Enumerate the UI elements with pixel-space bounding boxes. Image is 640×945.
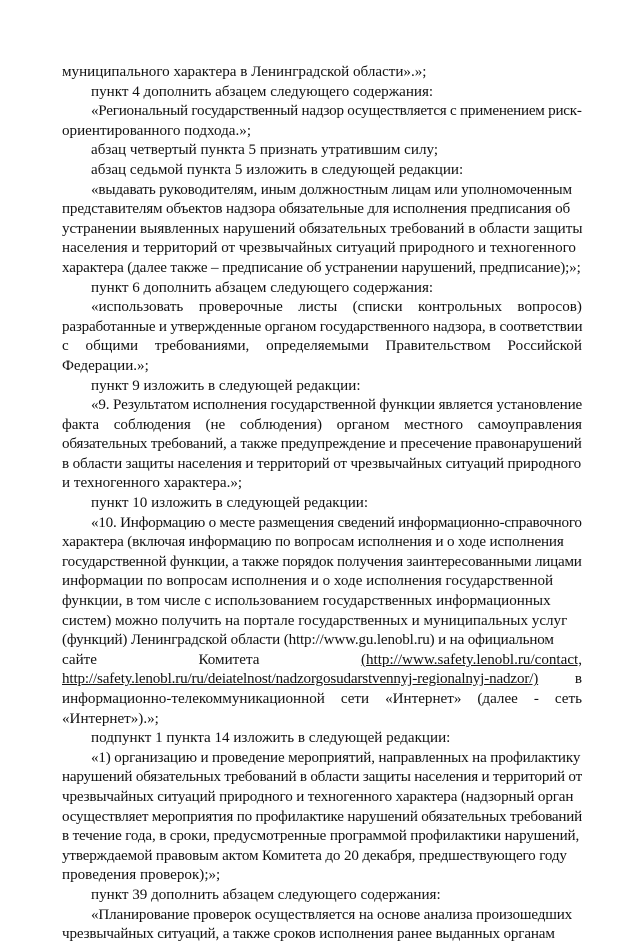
word: сайте (62, 651, 97, 668)
word: сеть (554, 691, 582, 707)
text-line: разработанные и утвержденные органом государственного надзора, в соответствии (62, 318, 583, 335)
text-line: представителям объектов надзора обязательные для исполнения предписания об (62, 201, 571, 218)
text-line: «9. Результатом исполнения государственной функции является установление (91, 397, 583, 414)
word: с (62, 338, 69, 355)
word: Правительством (385, 338, 491, 355)
text-line-justified (62, 416, 582, 436)
word: «использовать (91, 299, 184, 316)
text-line-justified (62, 651, 582, 671)
text-line: пункт 4 дополнить абзацем следующего содержания: (91, 83, 434, 100)
text-line-justified (62, 670, 582, 690)
text-line: пункт 9 изложить в следующей редакции: (91, 377, 361, 394)
word: органом (336, 416, 390, 433)
word: факта (62, 416, 100, 433)
word: Комитета (198, 651, 260, 668)
word: (списки (352, 299, 403, 316)
text-line: характера (далее также – предписание об устранении нарушений, предписание);»; (62, 259, 581, 276)
text-line: систем) можно получить на портале государственных и муниципальных услуг (62, 612, 568, 629)
text-line: «Региональный государственный надзор осуществляется с применением риск- (91, 103, 582, 120)
word: в (574, 671, 582, 688)
word: требованиями, (154, 338, 250, 355)
text-line: пункт 6 дополнить абзацем следующего содержания: (91, 279, 434, 296)
word: определяемыми (266, 338, 369, 355)
word: соблюдения) (239, 416, 323, 433)
text-line: пункт 10 изложить в следующей редакции: (91, 495, 369, 512)
word: местного (404, 416, 464, 433)
text-line-justified (62, 298, 582, 318)
text-line: обязательных требований, а также предупреждение и пресечение правонарушений (62, 436, 582, 453)
word: Российской (507, 338, 582, 355)
text-line: «Интернет»).»; (62, 710, 159, 727)
word: контрольных (417, 299, 503, 316)
word: вопросов) (517, 299, 582, 316)
text-line: чрезвычайных ситуаций природного и техногенного характера (надзорный орган (62, 788, 574, 805)
text-line: проведения проверок);»; (62, 867, 221, 884)
text-line: функции, в том числе с использованием государственных информационных (62, 593, 551, 610)
text-line: в течение года, в сроки, предусмотренные программой профилактики нарушений, (62, 828, 580, 845)
text-line: пункт 39 дополнить абзацем следующего содержания: (91, 886, 441, 903)
word: проверочные (198, 299, 283, 316)
word: информационно-телекоммуникационной (62, 691, 325, 707)
text-line: «1) организацию и проведение мероприятий, направленных на профилактику (91, 749, 581, 766)
text-line: абзац четвертый пункта 5 признать утратившим силу; (91, 142, 439, 159)
word: соблюдения (113, 416, 191, 433)
text-line: характера (включая информацию по вопросам исполнения и о ходе исполнения (62, 534, 564, 551)
text-line: ориентированного подхода.»; (62, 122, 252, 139)
text-line: утверждаемой правовым актом Комитета до 20 декабря, предшествующего году (62, 847, 567, 864)
text-line: нарушений обязательных требований в области защиты населения и территорий от (62, 769, 582, 786)
text-line: «выдавать руководителям, иным должностным лицам или уполномоченным (91, 181, 572, 198)
text-line: (функций) Ленинградской области (http://www.gu.lenobl.ru) и на официальном (62, 632, 554, 649)
text-line-justified (62, 690, 582, 710)
word: (не (205, 416, 226, 433)
text-line: устранении выявленных нарушений обязательных требований в области защиты (62, 220, 583, 237)
text-line-justified (62, 337, 582, 357)
word: - (533, 691, 539, 707)
word: (далее (477, 691, 518, 707)
text-line: абзац седьмой пункта 5 изложить в следующей редакции: (91, 161, 464, 178)
text-line: и техногенного характера.»; (62, 475, 243, 492)
text-line: «10. Информацию о месте размещения сведений информационно-справочного (91, 514, 582, 531)
word: «Интернет» (385, 691, 462, 707)
text-line: осуществляет мероприятия по профилактике нарушений обязательных требований (62, 808, 583, 825)
word: сети (340, 691, 370, 707)
text-line: в области защиты населения и территорий от чрезвычайных ситуаций природного (62, 455, 582, 472)
text-line: государственной функции, а также порядок получения заинтересованными лицами (62, 553, 582, 570)
text-line: подпункт 1 пункта 14 изложить в следующей редакции: (91, 730, 451, 747)
word: самоуправления (477, 416, 582, 433)
word: общими (85, 338, 139, 355)
text-line: муниципального характера в Ленинградской области».»; (62, 64, 427, 80)
text-line: Федерации.»; (62, 357, 149, 374)
text-line: чрезвычайных ситуаций, а также сроков исполнения ранее выданных органам (62, 926, 555, 943)
word: листы (298, 299, 338, 316)
nadzor-link[interactable]: http://safety.lenobl.ru/ru/deiatelnost/nadzorgosudarstvennyj-regionalnyj-nadzor/) (62, 671, 539, 688)
text-line: «Планирование проверок осуществляется на основе анализа произошедших (91, 906, 573, 923)
text-line: информации по вопросам исполнения и о ходе исполнения государственной (62, 573, 554, 590)
contact-link[interactable]: (http://www.safety.lenobl.ru/contact, (360, 651, 582, 668)
text-line: населения и территорий от чрезвычайных ситуаций природного и техногенного (62, 240, 576, 257)
